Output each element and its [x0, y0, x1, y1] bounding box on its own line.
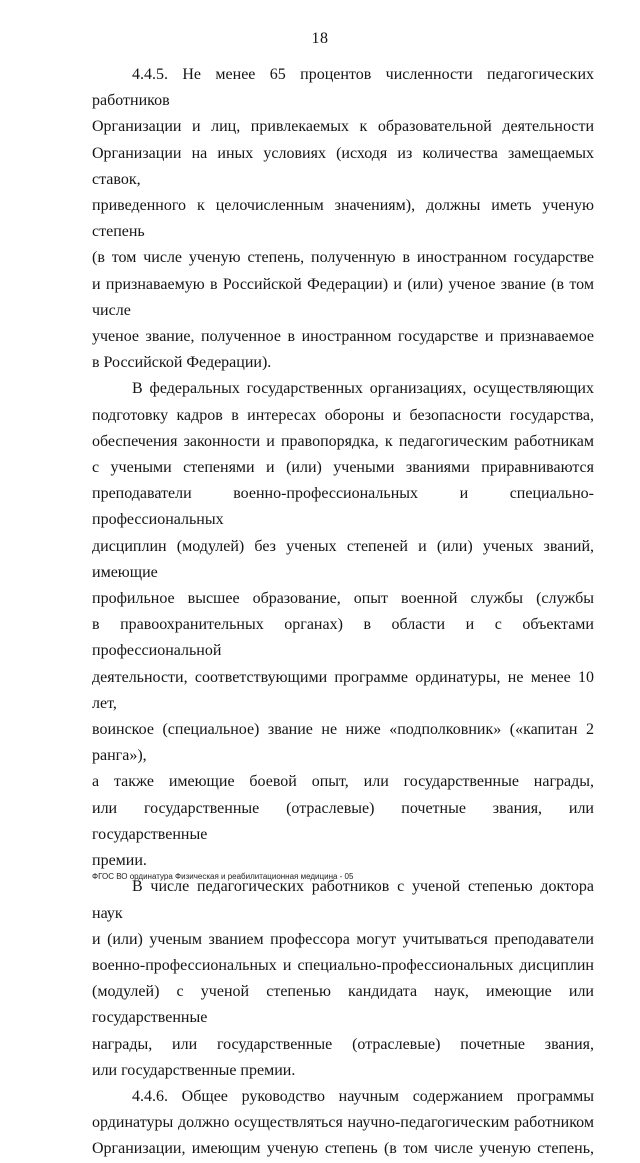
text-line: (в том числе ученую степень, полученную в иностранном государстве [92, 249, 594, 267]
text-line: Организации и лиц, привлекаемых к образовательной деятельности [92, 118, 594, 136]
text-line: 4.4.5. Не менее 65 процентов численности педагогических работников [92, 66, 594, 110]
text-line: или государственные премии. [92, 1061, 296, 1079]
text-line: Организации на иных условиях (исходя из количества замещаемых ставок, [92, 144, 594, 188]
text-line: или государственные (отраслевые) почетные звания, или государственные [92, 799, 594, 843]
text-line: профильное высшее образование, опыт военной службы (службы [92, 590, 594, 608]
text-line: в Российской Федерации). [92, 354, 272, 372]
text-line: В федеральных государственных организациях, осуществляющих [132, 380, 594, 398]
text-line: (модулей) с ученой степенью кандидата наук, имеющие или государственные [92, 983, 594, 1027]
document-body [92, 62, 594, 1163]
text-line: Организации, имеющим ученую степень (в том числе ученую степень, [92, 1140, 594, 1158]
text-line: и признаваемую в Российской Федерации) и (или) ученое звание (в том числе [92, 275, 594, 319]
paragraph-doctors-of-science [92, 874, 594, 1084]
paragraph-4-4-5 [92, 62, 594, 376]
page-number: 18 [311, 30, 329, 47]
text-line: деятельности, соответствующими программе ординатуры, не менее 10 лет, [92, 668, 594, 712]
text-line: премии. [92, 852, 147, 870]
text-line: подготовку кадров в интересах обороны и безопасности государства, [92, 406, 594, 424]
document-footer: ФГОС ВО ординатура Физическая и реабилитационная медицина - 05 [92, 872, 354, 881]
text-line: дисциплин (модулей) без ученых степеней и (или) ученых званий, имеющие [92, 537, 594, 581]
paragraph-federal-organizations [92, 376, 594, 874]
text-line: обеспечения законности и правопорядка, к педагогическим работникам [92, 432, 594, 450]
text-line: приведенного к целочисленным значениям), должны иметь ученую степень [92, 197, 594, 241]
text-line: преподаватели военно-профессиональных и специально-профессиональных [92, 485, 594, 529]
text-line: а также имеющие боевой опыт, или государственные награды, [92, 773, 594, 791]
text-line: с учеными степенями и (или) учеными званиями приравниваются [92, 459, 594, 477]
text-line: и (или) ученым званием профессора могут учитываться преподаватели [92, 930, 594, 948]
text-line: военно-профессиональных и специально-профессиональных дисциплин [92, 956, 594, 974]
text-line: воинское (специальное) звание не ниже «подполковник» («капитан 2 ранга»), [92, 721, 594, 765]
paragraph-4-4-6 [92, 1084, 594, 1163]
text-line: ученое звание, полученное в иностранном государстве и признаваемое [92, 328, 594, 346]
text-line: В числе педагогических работников с ученой степенью доктора наук [92, 878, 594, 922]
text-line: в правоохранительных органах) в области и с объектами профессиональной [92, 616, 594, 660]
text-line: награды, или государственные (отраслевые) почетные звания, [92, 1035, 594, 1053]
text-line: ординатуры должно осуществляться научно-педагогическим работником [92, 1114, 594, 1132]
text-line: 4.4.6. Общее руководство научным содержанием программы [132, 1087, 594, 1105]
